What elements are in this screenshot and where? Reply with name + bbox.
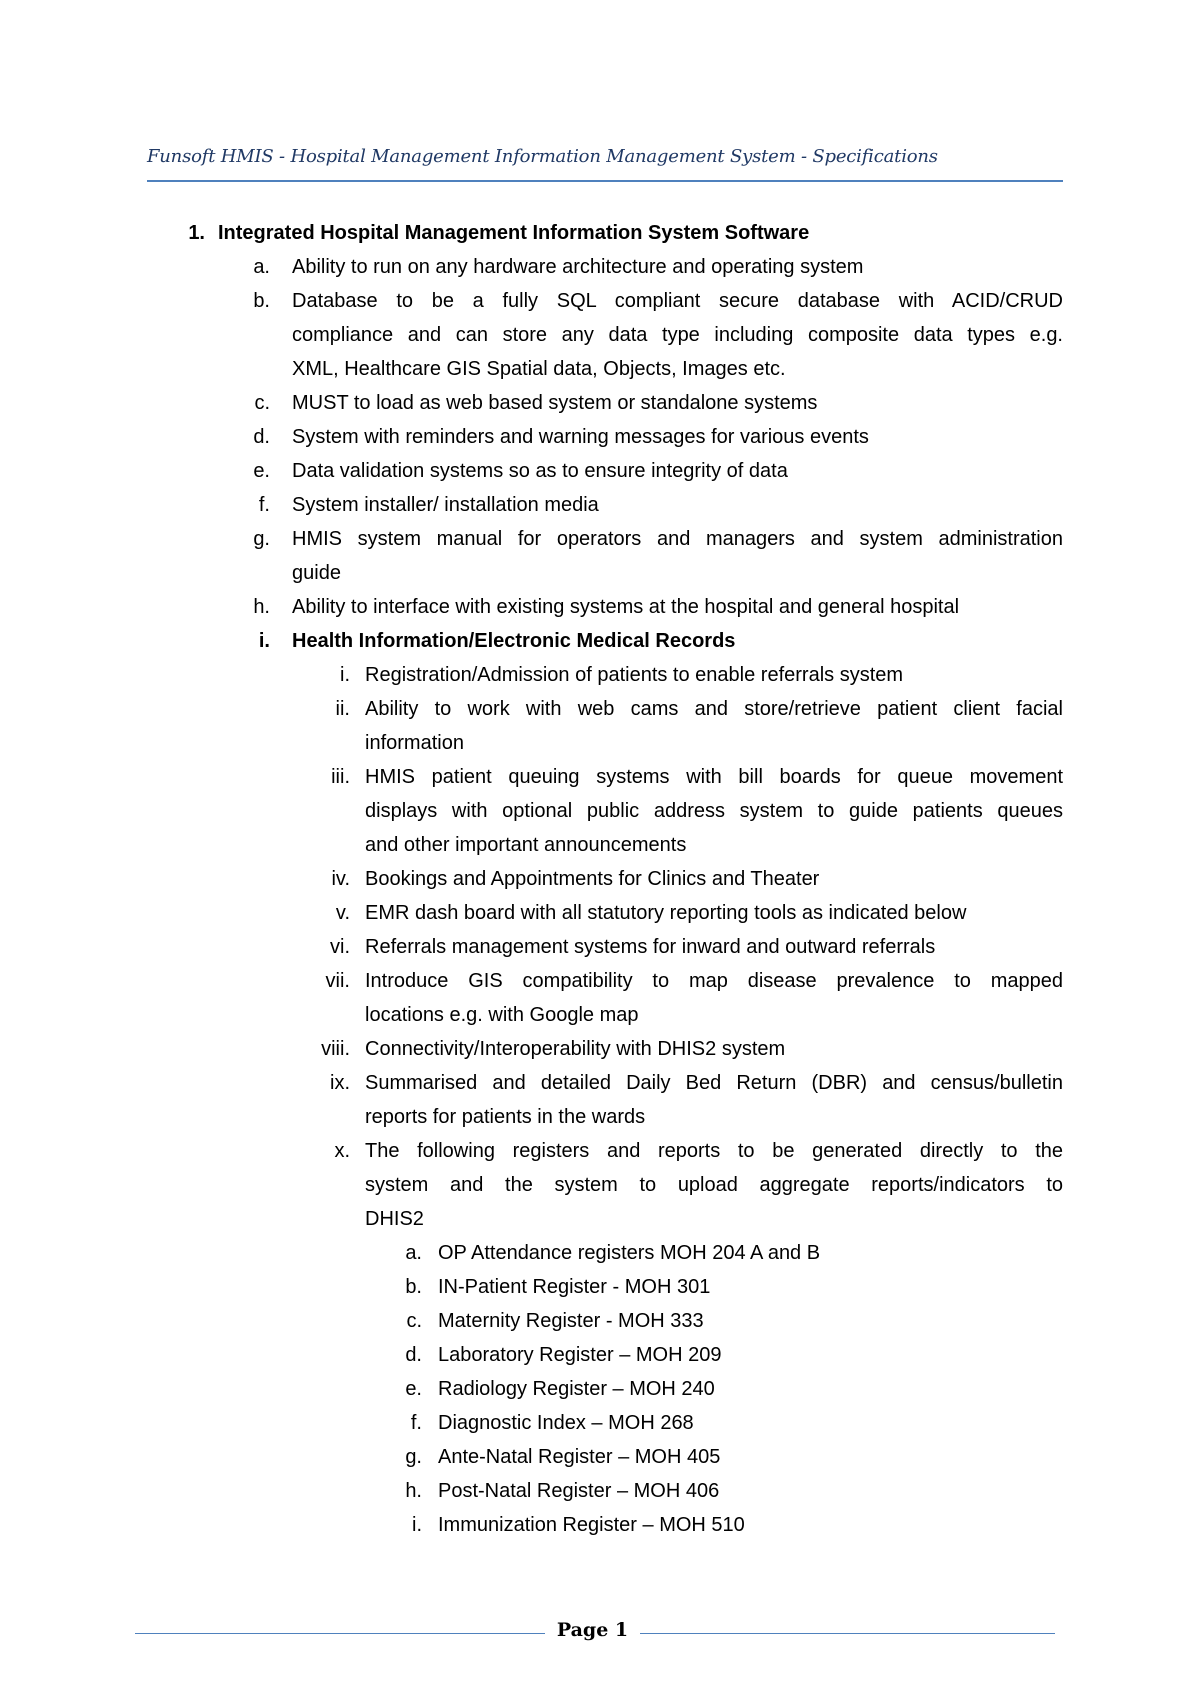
list-item-continuation (0, 828, 1200, 862)
list-marker: g. (405, 1446, 422, 1468)
list-item-text: Bookings and Appointments for Clinics and Theater (365, 868, 820, 890)
list-item-text: Referrals management systems for inward and outward referrals (365, 936, 936, 958)
section-heading (0, 216, 1200, 250)
list-marker: i. (412, 1514, 422, 1536)
page-header-title: Funsoft HMIS - Hospital Management Information Management System - Specifications (147, 146, 938, 167)
list-marker: vi. (330, 936, 350, 958)
list-item-text: HMIS system manual for operators and managers and system administration (292, 528, 1063, 550)
list-item (0, 522, 1200, 556)
list-marker: f. (410, 1412, 422, 1434)
register-text: Post-Natal Register – MOH 406 (438, 1480, 720, 1502)
header-divider (147, 180, 1063, 182)
list-item-continuation (0, 352, 1200, 386)
list-item-text: System installer/ installation media (292, 494, 599, 516)
list-item-text: The following registers and reports to be generated directly to the (365, 1140, 1063, 1162)
list-item-continuation (0, 556, 1200, 590)
subsection-title: Health Information/Electronic Medical Records (292, 630, 736, 652)
list-item-text: Database to be a fully SQL compliant secure database with ACID/CRUD (292, 290, 1063, 312)
list-marker: b. (253, 290, 270, 312)
list-item-continuation (0, 1168, 1200, 1202)
list-item (0, 250, 1200, 284)
list-item-text: locations e.g. with Google map (365, 1004, 639, 1026)
section-title: Integrated Hospital Management Information System Software (218, 222, 810, 244)
list-marker: i. (340, 664, 350, 686)
list-marker: h. (405, 1480, 422, 1502)
list-item-continuation (0, 794, 1200, 828)
list-item-text: EMR dash board with all statutory reporting tools as indicated below (365, 902, 967, 924)
list-item (0, 1032, 1200, 1066)
list-item-text: Connectivity/Interoperability with DHIS2 system (365, 1038, 786, 1060)
list-item (0, 658, 1200, 692)
list-item-text: DHIS2 (365, 1208, 424, 1230)
list-item-text: Introduce GIS compatibility to map disease prevalence to mapped (365, 970, 1063, 992)
register-text: Ante-Natal Register – MOH 405 (438, 1446, 721, 1468)
register-text: Diagnostic Index – MOH 268 (438, 1412, 694, 1434)
list-item (0, 1066, 1200, 1100)
list-item-text: Summarised and detailed Daily Bed Return (DBR) and census/bulletin (365, 1072, 1063, 1094)
list-item-text: XML, Healthcare GIS Spatial data, Objects, Images etc. (292, 358, 786, 380)
document-body (0, 216, 1200, 1542)
list-item (0, 692, 1200, 726)
list-item-text: Ability to work with web cams and store/retrieve patient client facial (365, 698, 1063, 720)
list-marker: d. (253, 426, 270, 448)
list-marker: f. (258, 494, 270, 516)
list-marker: iii. (331, 766, 350, 788)
register-text: Radiology Register – MOH 240 (438, 1378, 715, 1400)
list-marker: h. (253, 596, 270, 618)
register-text: Laboratory Register – MOH 209 (438, 1344, 722, 1366)
list-item-text: Ability to interface with existing systems at the hospital and general hospital (292, 596, 960, 618)
list-marker: a. (253, 256, 270, 278)
list-item-text: Data validation systems so as to ensure integrity of data (292, 460, 788, 482)
register-item (0, 1474, 1200, 1508)
list-item (0, 930, 1200, 964)
list-item (0, 590, 1200, 624)
list-item-text: HMIS patient queuing systems with bill boards for queue movement (365, 766, 1063, 788)
register-item (0, 1304, 1200, 1338)
register-item (0, 1440, 1200, 1474)
list-item-text: Registration/Admission of patients to enable referrals system (365, 664, 904, 686)
list-item-text: guide (292, 562, 341, 584)
list-item-text: reports for patients in the wards (365, 1106, 646, 1128)
footer-rule-right (640, 1633, 1055, 1634)
list-item-text: information (365, 732, 464, 754)
list-marker: b. (405, 1276, 422, 1298)
list-marker: x. (334, 1140, 350, 1162)
list-item (0, 284, 1200, 318)
list-item-continuation (0, 998, 1200, 1032)
list-item-continuation (0, 318, 1200, 352)
register-item (0, 1406, 1200, 1440)
list-item (0, 1134, 1200, 1168)
register-text: OP Attendance registers MOH 204 A and B (438, 1242, 821, 1264)
register-item (0, 1372, 1200, 1406)
list-item (0, 386, 1200, 420)
list-item (0, 760, 1200, 794)
list-item (0, 862, 1200, 896)
list-item-continuation (0, 726, 1200, 760)
list-marker: vii. (325, 970, 350, 992)
list-marker: g. (253, 528, 270, 550)
register-text: IN-Patient Register - MOH 301 (438, 1276, 711, 1298)
list-item-text: and other important announcements (365, 834, 687, 856)
list-marker: e. (253, 460, 270, 482)
list-marker: iv. (331, 868, 350, 890)
subsection-heading (0, 624, 1200, 658)
list-marker: ix. (330, 1072, 350, 1094)
list-item-text: system and the system to upload aggregate reports/indicators to (365, 1174, 1063, 1196)
list-item (0, 896, 1200, 930)
list-marker: e. (405, 1378, 422, 1400)
list-item (0, 488, 1200, 522)
list-marker: v. (335, 902, 350, 924)
list-marker: ii. (335, 698, 350, 720)
register-text: Maternity Register - MOH 333 (438, 1310, 704, 1332)
register-item (0, 1508, 1200, 1542)
list-marker: viii. (321, 1038, 350, 1060)
list-marker: d. (405, 1344, 422, 1366)
list-item (0, 964, 1200, 998)
list-marker: c. (254, 392, 270, 414)
list-item-text: MUST to load as web based system or standalone systems (292, 392, 818, 414)
list-item-continuation (0, 1202, 1200, 1236)
list-marker: c. (406, 1310, 422, 1332)
list-item-text: displays with optional public address system to guide patients queues (365, 800, 1063, 822)
register-text: Immunization Register – MOH 510 (438, 1514, 745, 1536)
list-item (0, 420, 1200, 454)
list-item-text: Ability to run on any hardware architecture and operating system (292, 256, 864, 278)
list-item-continuation (0, 1100, 1200, 1134)
list-marker: a. (405, 1242, 422, 1264)
register-item (0, 1270, 1200, 1304)
list-marker: 1. (188, 222, 205, 244)
list-item-text: System with reminders and warning messages for various events (292, 426, 869, 448)
register-item (0, 1338, 1200, 1372)
list-marker: i. (258, 630, 270, 652)
list-item-text: compliance and can store any data type including composite data types e.g. (292, 324, 1063, 346)
footer-rule-left (135, 1633, 545, 1634)
page-number: Page 1 (556, 1619, 629, 1641)
list-item (0, 454, 1200, 488)
register-item (0, 1236, 1200, 1270)
